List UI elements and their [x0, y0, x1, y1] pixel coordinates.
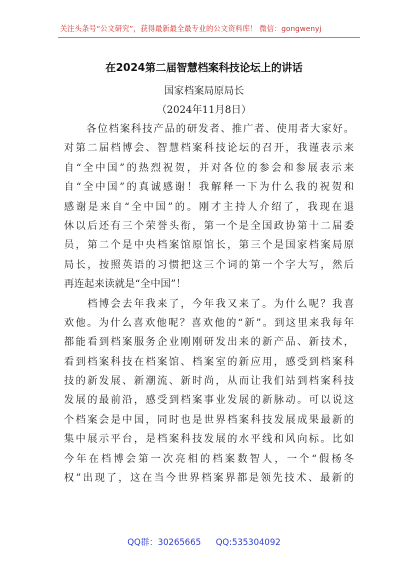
body-line: 档博会去年我来了，今年我又来了。为什么呢？我喜 [64, 298, 354, 310]
footer-qq-group: QQ群：30265665 [127, 538, 202, 548]
body-line: 各位档案科技产品的研发者、推广者、使用者大家好。 [64, 124, 354, 135]
header-banner: 关注头条号“公文研究”，获得最新最全最专业的公文资料库！ 微信：gongwenyj [60, 24, 322, 33]
footer-contact [0, 536, 408, 548]
document-date: （2024年11月8日） [156, 105, 252, 116]
body-line: 感谢是来自“全中国”的。刚才主持人介绍了，我现在退 [64, 201, 354, 213]
body-line: 集中展示平台，是档案科技发展的水平线和风向标。比如 [64, 434, 354, 446]
body-line: 局长，按照英语的习惯把这三个词的第一个字大写，然后 [64, 259, 354, 271]
body-line: 发展的最前沿，感受到档案事业发展的新脉动。可以说这 [64, 395, 354, 407]
body-line: 休以后还有三个荣誉头衔，第一个是全国政协第十二届委 [64, 220, 354, 232]
body-line: 对第二届档博会、智慧档案科技论坛的召开，我谨表示来 [64, 143, 354, 155]
document-title: 在2024第二届智慧档案科技论坛上的讲话 [105, 62, 303, 74]
body-line: 自“全中国”的真诚感谢！我解释一下为什么我的祝贺和 [64, 182, 354, 194]
body-line: 再连起来读就是“全中国”！ [64, 279, 187, 291]
body-line: 都能看到档案服务企业刚刚研发出来的新产品、新技术， [64, 337, 354, 349]
body-line: 个档案会是中国，同时也是世界档案科技发展成果最新的 [64, 414, 354, 426]
header-rule [58, 37, 360, 38]
body-line: 自“全中国”的热烈祝贺，并对各位的参会和参展表示来 [64, 162, 354, 174]
body-line: 看到档案科技在档案馆、档案室的新应用，感受到档案科 [64, 356, 354, 368]
document-body [64, 120, 354, 488]
body-line: 欢他。为什么喜欢他呢？喜欢他的“新”。到这里来我每年 [64, 317, 354, 329]
body-line: 技的新发展、新潮流、新时尚，从而让我们站到档案科技 [64, 376, 354, 388]
footer-qq-number: QQ:535304092 [215, 538, 281, 548]
body-line: 权”出现了，这在当今世界档案界都是领先技术、最新的 [64, 473, 354, 485]
body-line: 员，第二个是中央档案馆原馆长，第三个是国家档案局原 [64, 240, 354, 252]
document-author: 国家档案局原局长 [164, 86, 244, 97]
body-line: 今年在档博会第一次亮相的档案数智人，一个“假杨冬 [64, 453, 354, 465]
